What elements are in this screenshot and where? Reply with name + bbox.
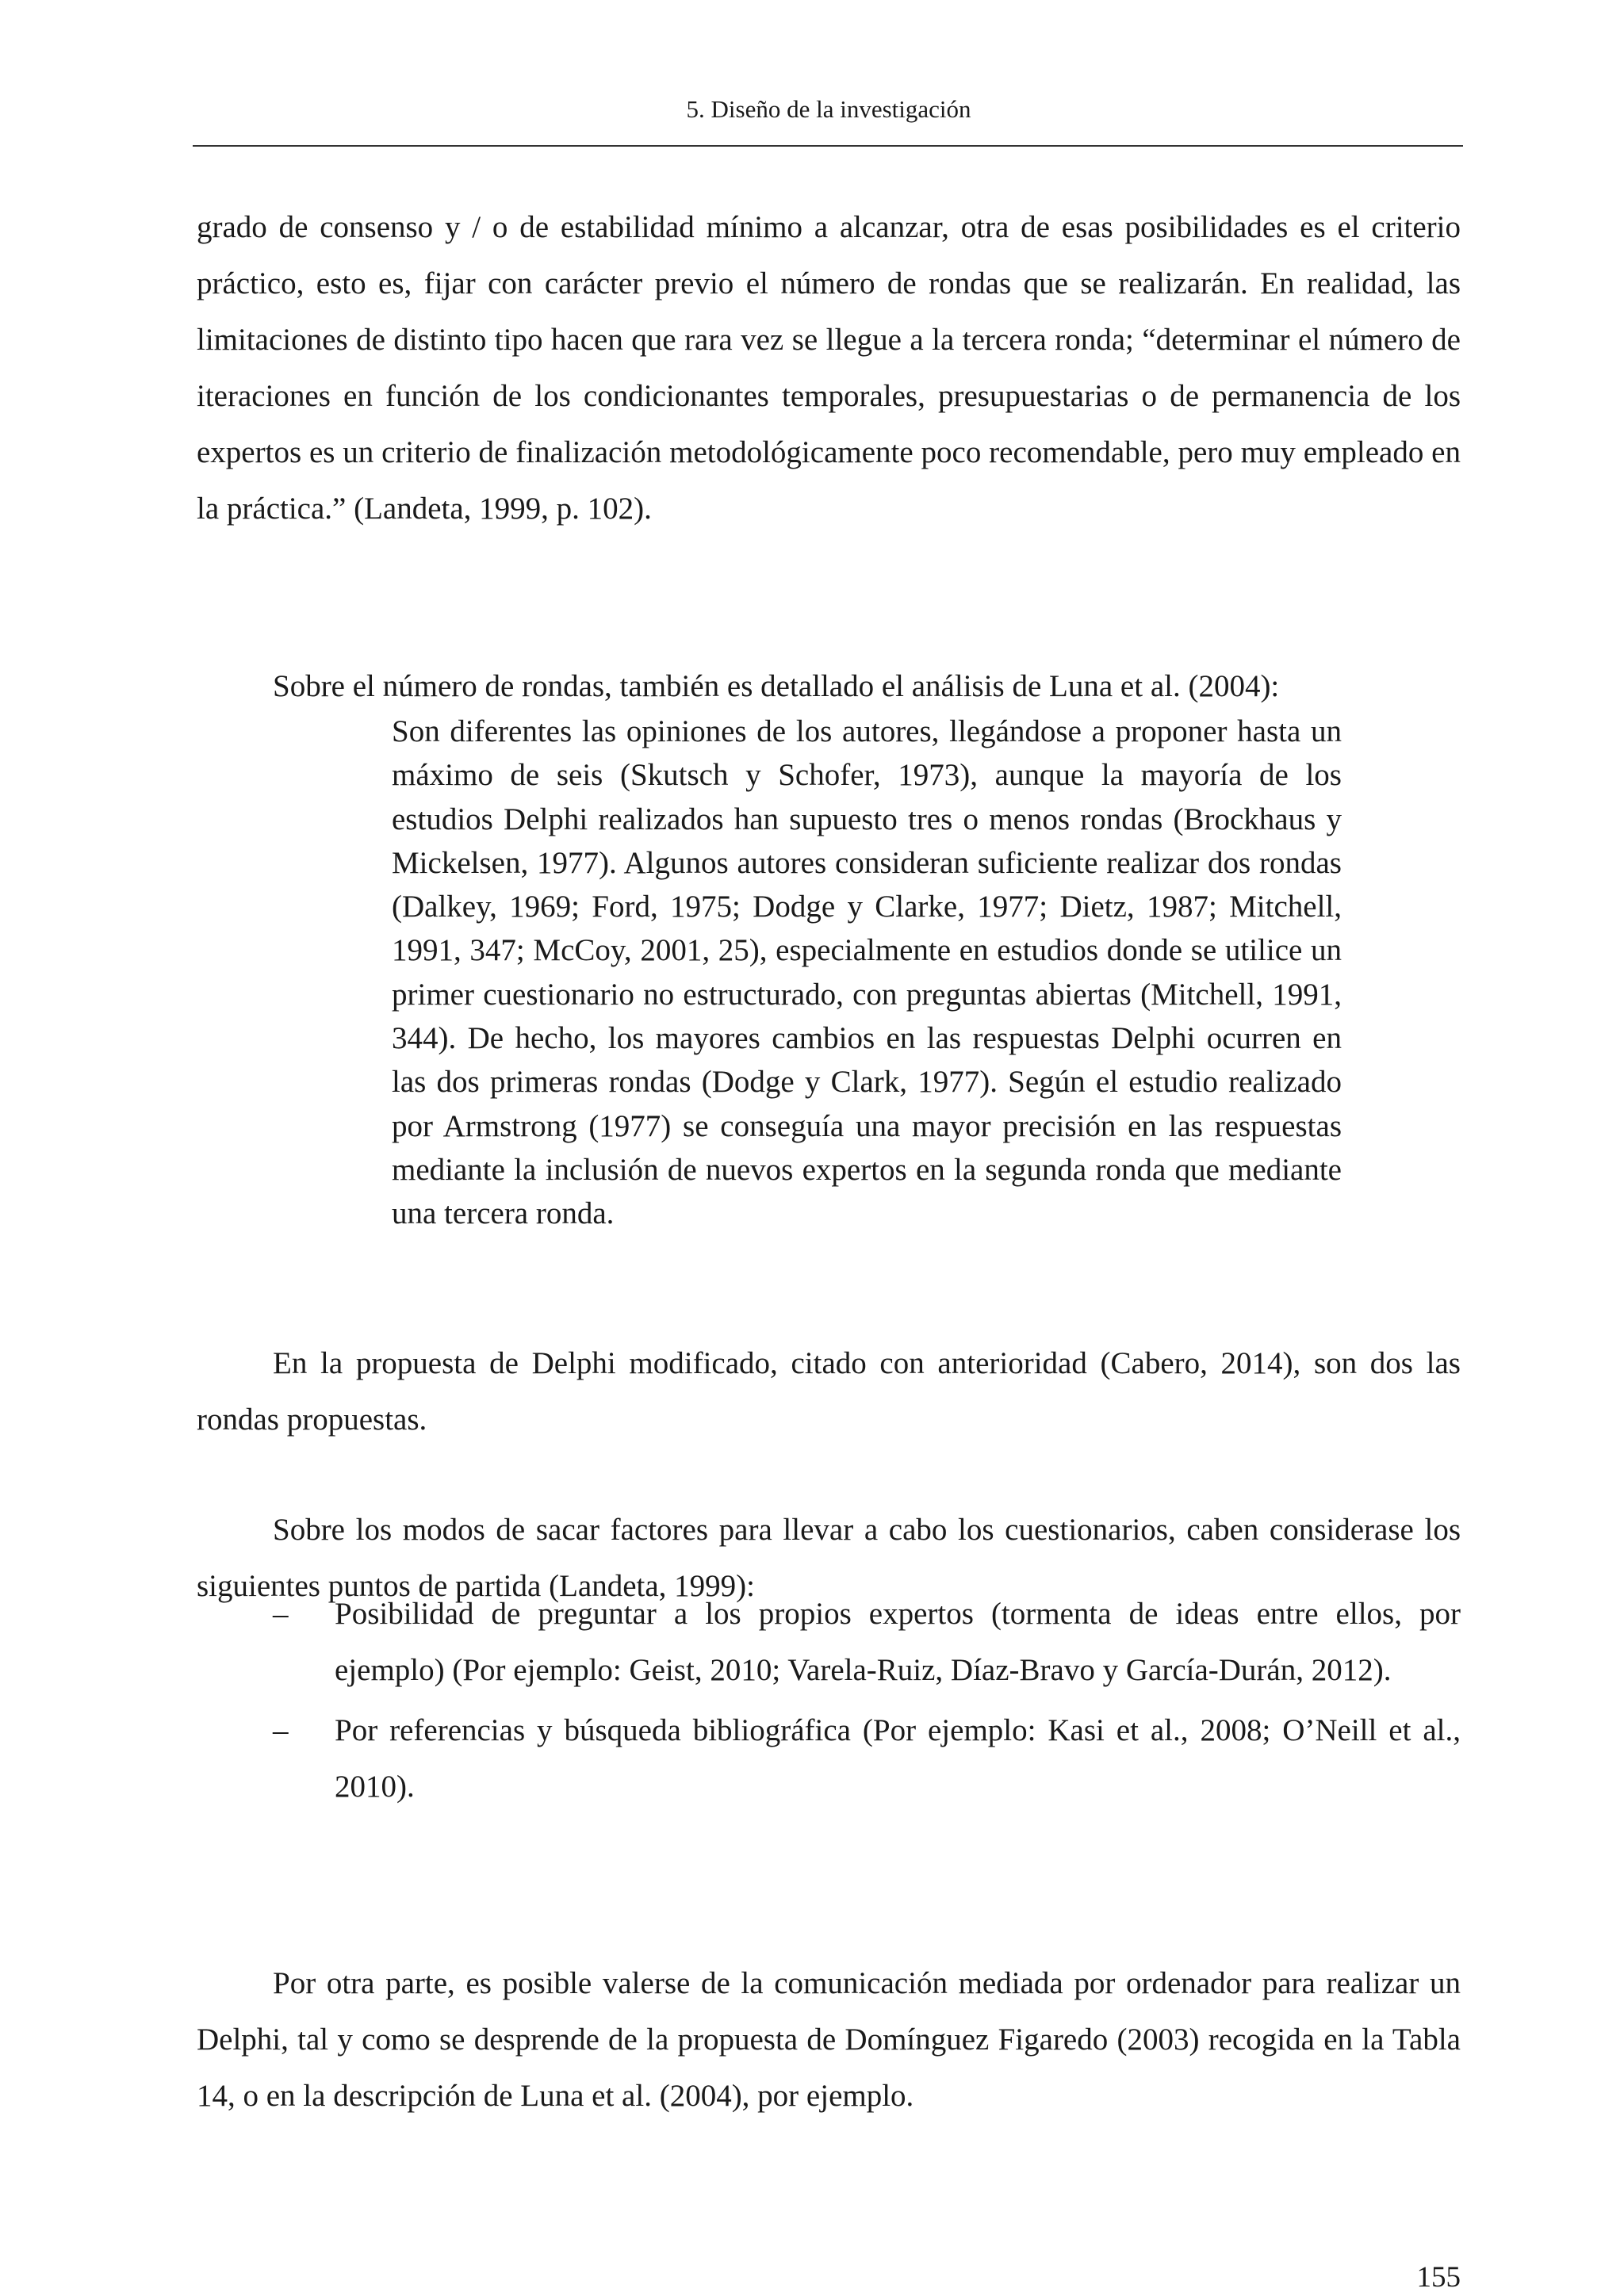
dash-bullet: – <box>273 1713 289 1747</box>
header-rule <box>193 145 1463 147</box>
starting-points-list <box>197 1586 1461 1819</box>
list-item-text: Posibilidad de preguntar a los propios expertos (tormenta de ideas entre ellos, por ejemplo) (Por ejemplo: Geist, 2010; Varela-Ruiz, Díaz-Bravo y García-Durán, 2012). <box>335 1597 1461 1687</box>
running-header: 5. Diseño de la investigación <box>686 95 971 123</box>
list-item-text: Por referencias y búsqueda bibliográfica (Por ejemplo: Kasi et al., 2008; O’Neill et al., 2010). <box>335 1713 1461 1804</box>
block-quote-luna: Son diferentes las opiniones de los autores, llegándose a proponer hasta un máximo de seis (Skutsch y Schofer, 1973), aunque la mayoría de los estudios Delphi realizados han supuesto tres o menos rondas (Brockhaus y Mickelsen, 1977). Algunos autores consideran suficiente realizar dos rondas (Dalkey, 1969; Ford, 1975; Dodge y Clarke, 1977; Dietz, 1987; Mitchell, 1991, 347; McCoy, 2001, 25), especialmente en estudios donde se utilice un primer cuestionario no estructurado, con preguntas abiertas (Mitchell, 1991, 344). De hecho, los mayores cambios en las respuestas Delphi ocurren en las dos primeras rondas (Dodge y Clark, 1977). Según el estudio realizado por Armstrong (1977) se conseguía una mayor precisión en las respuestas mediante la inclusión de nuevos expertos en la segunda ronda que mediante una tercera ronda. <box>392 714 1342 1231</box>
paragraph-modified-delphi: En la propuesta de Delphi modificado, citado con anterioridad (Cabero, 2014), son dos las rondas propuestas. <box>197 1346 1461 1437</box>
paragraph-computer-mediated: Por otra parte, es posible valerse de la comunicación mediada por ordenador para realizar un Delphi, tal y como se desprende de la propuesta de Domínguez Figaredo (2003) recogida en la Tabla 14, o en la descripción de Luna et al. (2004), por ejemplo. <box>197 1966 1461 2113</box>
paragraph-rounds-intro: Sobre el número de rondas, también es detallado el análisis de Luna et al. (2004): <box>273 669 1280 703</box>
dash-bullet: – <box>273 1597 289 1631</box>
list-item <box>197 1702 1461 1815</box>
page-number: 155 <box>1416 2261 1461 2294</box>
paragraph-consensus-criteria: grado de consenso y / o de estabilidad mínimo a alcanzar, otra de esas posibilidades es el criterio práctico, esto es, fijar con carácter previo el número de rondas que se realizarán. En realidad, las limitaciones de distinto tipo hacen que rara vez se llegue a la tercera ronda; “determinar el número de iteraciones en función de los condicionantes temporales, presupuestarias o de permanencia de los expertos es un criterio de finalización metodológicamente poco recomendable, pero muy empleado en la práctica.” (Landeta, 1999, p. 102). <box>197 210 1461 526</box>
list-item <box>197 1586 1461 1698</box>
paragraph-factors-intro: Sobre los modos de sacar factores para llevar a cabo los cuestionarios, caben considerase los siguientes puntos de partida (Landeta, 1999): <box>197 1513 1461 1603</box>
